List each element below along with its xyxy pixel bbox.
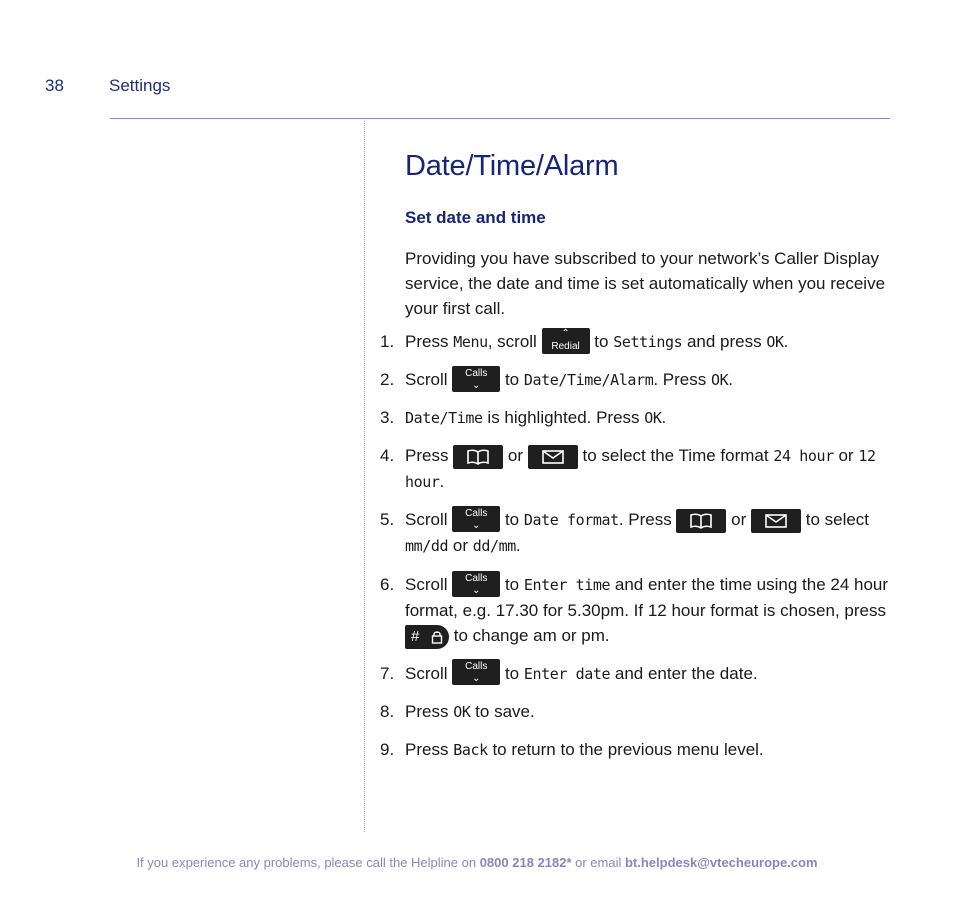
down-arrow-icon: ⌄ xyxy=(472,519,481,531)
subheading: Set date and time xyxy=(405,208,546,227)
header-rule xyxy=(110,118,890,119)
step-text: to xyxy=(500,370,524,389)
step-text: or xyxy=(833,446,859,465)
step-text: Scroll xyxy=(405,663,453,683)
step-2 xyxy=(380,367,892,393)
display-text: Menu xyxy=(453,333,488,351)
helpdesk-email: bt.helpdesk@vtecheurope.com xyxy=(624,855,818,870)
display-text: OK xyxy=(766,333,784,351)
step-text: to change am or pm. xyxy=(449,626,610,645)
down-arrow-icon: ⌄ xyxy=(472,673,481,685)
step-6 xyxy=(380,572,892,649)
step-9 xyxy=(380,737,892,763)
step-text: to xyxy=(589,332,614,351)
step-text: to save. xyxy=(470,701,535,721)
step-3 xyxy=(380,405,892,431)
up-arrow-icon: ⌃ xyxy=(561,327,570,339)
main-content xyxy=(380,150,892,763)
step-4 xyxy=(380,443,892,495)
step-text: Press xyxy=(405,701,454,721)
step-text: to xyxy=(500,663,524,683)
step-number: 2. xyxy=(380,370,395,389)
step-8 xyxy=(380,699,892,725)
envelope-icon xyxy=(541,449,565,465)
calls-down-key xyxy=(452,571,500,597)
display-text: mm/dd xyxy=(405,537,449,555)
hash-symbol: # xyxy=(411,627,420,645)
display-text: 24 hour xyxy=(773,447,834,465)
calls-key-label: Calls xyxy=(465,507,488,519)
step-text: to select xyxy=(801,510,870,529)
messages-key xyxy=(528,445,578,469)
calls-key-label: Calls xyxy=(465,367,488,379)
down-arrow-icon: ⌄ xyxy=(472,379,481,391)
page-number: 38 xyxy=(45,76,64,95)
step-1 xyxy=(380,329,892,355)
display-text: OK xyxy=(710,371,729,389)
step-text: and enter the date. xyxy=(610,663,758,683)
step-number: 8. xyxy=(380,701,395,721)
step-5 xyxy=(380,507,892,559)
redial-key-label: Redial xyxy=(551,340,580,352)
step-text: . xyxy=(661,408,667,427)
display-text: Enter date xyxy=(523,664,611,683)
step-number: 7. xyxy=(380,663,395,683)
display-text: Enter time xyxy=(523,576,611,594)
step-text: Press xyxy=(405,332,454,351)
step-text: Scroll xyxy=(405,575,453,594)
step-number: 4. xyxy=(380,446,395,465)
display-text: OK xyxy=(644,409,662,427)
step-number: 1. xyxy=(380,332,395,351)
step-number: 6. xyxy=(380,575,395,594)
envelope-icon xyxy=(764,513,788,529)
display-text: dd/mm xyxy=(472,537,516,555)
step-text: Press xyxy=(405,446,454,465)
display-text: Back xyxy=(453,740,488,759)
footer-helpline xyxy=(0,855,954,870)
helpline-phone: 0800 218 2182* xyxy=(479,855,572,870)
book-icon xyxy=(466,449,490,465)
step-text: . xyxy=(728,370,733,389)
step-text: or xyxy=(448,536,473,555)
footer-text: or email xyxy=(571,855,625,870)
display-text: Date/Time xyxy=(405,409,483,427)
hash-lock-key xyxy=(405,625,449,649)
step-text: . xyxy=(439,472,445,491)
phonebook-key xyxy=(453,445,503,469)
messages-key xyxy=(751,509,801,533)
step-number: 9. xyxy=(380,739,395,759)
step-text: and enter the time using the 24 hour format, e.g. 17.30 for 5.30pm. If 12 hour format is chosen, press xyxy=(405,575,889,620)
section-name: Settings xyxy=(109,76,171,95)
step-text: is highlighted. Press xyxy=(482,408,645,427)
step-number: 5. xyxy=(380,510,395,529)
page-title: Date/Time/Alarm xyxy=(405,150,619,182)
display-text: OK xyxy=(453,702,471,721)
display-text: Date format xyxy=(523,511,619,529)
redial-up-key xyxy=(542,328,590,354)
step-text: Press xyxy=(405,739,454,759)
display-text: Date/Time/Alarm xyxy=(523,371,654,389)
step-text: . Press xyxy=(618,510,677,529)
step-text: or xyxy=(503,446,528,465)
display-text: 12 hour xyxy=(405,447,876,491)
step-7 xyxy=(380,661,892,687)
step-text: to return to the previous menu level. xyxy=(487,739,764,759)
lock-icon xyxy=(431,630,443,644)
calls-down-key xyxy=(452,366,500,392)
step-text: . Press xyxy=(653,370,711,389)
steps-list xyxy=(380,329,892,763)
step-text: Scroll xyxy=(405,370,453,389)
step-text: to xyxy=(500,510,524,529)
calls-down-key xyxy=(452,506,500,532)
intro-paragraph: Providing you have subscribed to your network’s Caller Display service, the date and time is set automatically when you receive your first call. xyxy=(405,249,886,318)
step-text: or xyxy=(726,510,751,529)
step-text: to xyxy=(500,575,524,594)
step-number: 3. xyxy=(380,408,395,427)
phonebook-key xyxy=(676,509,726,533)
step-text: and press xyxy=(682,332,767,351)
footer-text: If you experience any problems, please call the Helpline on xyxy=(136,855,480,870)
book-icon xyxy=(689,513,713,529)
display-text: Settings xyxy=(613,333,683,351)
calls-key-label: Calls xyxy=(465,572,488,584)
step-text: Scroll xyxy=(405,510,453,529)
column-divider xyxy=(364,121,365,832)
step-text: , scroll xyxy=(487,332,542,351)
step-text: . xyxy=(515,536,521,555)
calls-down-key xyxy=(452,659,500,685)
calls-key-label: Calls xyxy=(465,661,488,673)
step-text: . xyxy=(783,332,789,351)
step-text: to select the Time format xyxy=(577,446,774,465)
down-arrow-icon: ⌄ xyxy=(472,584,481,596)
